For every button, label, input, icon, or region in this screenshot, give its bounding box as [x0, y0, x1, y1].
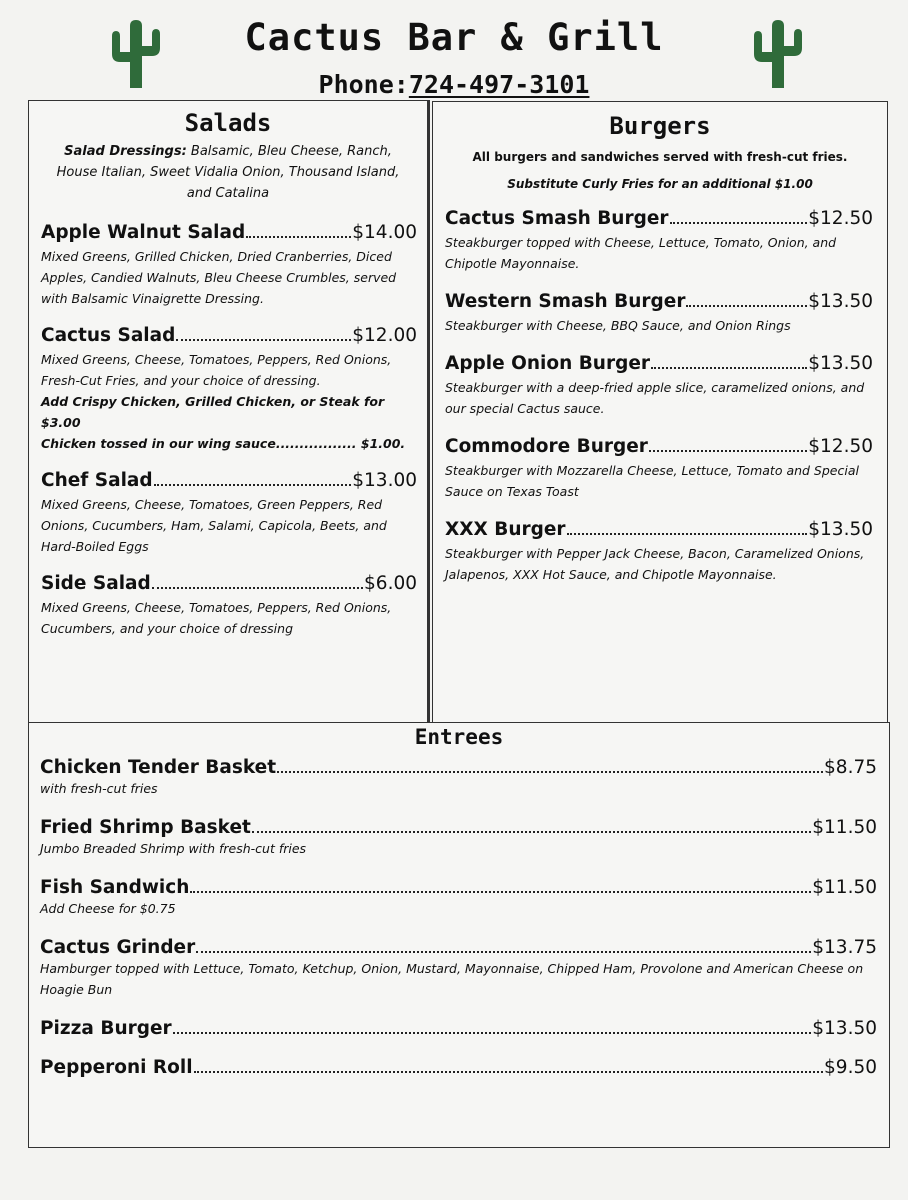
- item-price: $13.00: [352, 470, 417, 491]
- menu-item: [433, 436, 887, 502]
- item-description: Mixed Greens, Grilled Chicken, Dried Cranberries, Diced Apples, Candied Walnuts, Bleu Cheese Crumbles, served with Balsamic Vinaigrette Dressing.: [41, 249, 397, 306]
- item-description: Jumbo Breaded Shrimp with fresh-cut fries: [40, 841, 307, 856]
- menu-header: [0, 0, 908, 100]
- item-price: $13.75: [812, 937, 877, 958]
- salads-heading: Salads: [184, 109, 272, 137]
- item-name: Cactus Salad: [41, 325, 176, 346]
- item-name: Side Salad: [41, 573, 151, 594]
- item-name: Chicken Tender Basket: [40, 757, 277, 778]
- dot-leader: [196, 951, 811, 953]
- item-name: Pizza Burger: [40, 1018, 172, 1039]
- burgers-heading: Burgers: [609, 112, 711, 140]
- dot-leader: [176, 339, 351, 341]
- menu-item: [29, 325, 427, 454]
- menu-item: [29, 877, 889, 919]
- item-name: Fried Shrimp Basket: [40, 817, 251, 838]
- menu-item: [29, 937, 889, 1000]
- item-price: $9.50: [824, 1057, 877, 1078]
- item-price: $8.75: [824, 757, 877, 778]
- entrees-heading: Entrees: [414, 725, 504, 749]
- item-price: $12.50: [808, 436, 873, 457]
- item-price: $12.00: [352, 325, 417, 346]
- menu-item: [29, 222, 427, 309]
- item-addon: Chicken tossed in our wing sauce................. $1.00.: [41, 436, 406, 451]
- dot-leader: [194, 1071, 823, 1073]
- item-name: Chef Salad: [41, 470, 153, 491]
- item-description: Mixed Greens, Cheese, Tomatoes, Peppers, Red Onions, Cucumbers, and your choice of dressing: [41, 600, 392, 636]
- item-description: Steakburger with Pepper Jack Cheese, Bacon, Caramelized Onions, Jalapenos, XXX Hot Sauce, and Chipotle Mayonnaise.: [445, 546, 865, 582]
- dot-leader: [651, 367, 807, 369]
- burgers-intro-note: All burgers and sandwiches served with fresh-cut fries.: [472, 150, 848, 164]
- dot-leader: [190, 891, 811, 893]
- item-description: Mixed Greens, Cheese, Tomatoes, Green Peppers, Red Onions, Cucumbers, Ham, Salami, Capicola, Beets, and Hard-Boiled Eggs: [41, 497, 387, 554]
- dot-leader: [567, 533, 808, 535]
- item-price: $13.50: [808, 353, 873, 374]
- item-description: Steakburger with Cheese, BBQ Sauce, and Onion Rings: [445, 318, 791, 333]
- entrees-section: [28, 722, 890, 1148]
- dot-leader: [670, 222, 808, 224]
- phone-number[interactable]: 724-497-3101: [408, 70, 590, 99]
- item-name: XXX Burger: [445, 519, 566, 540]
- item-name: Fish Sandwich: [40, 877, 190, 898]
- salads-section: [28, 100, 428, 724]
- cactus-icon: [748, 18, 808, 90]
- item-name: Pepperoni Roll: [40, 1057, 193, 1078]
- item-price: $12.50: [808, 208, 873, 229]
- dot-leader: [277, 771, 823, 773]
- menu-item: [29, 573, 427, 639]
- menu-item: [29, 817, 889, 859]
- dressings-label: Salad Dressings:: [64, 144, 187, 159]
- item-description: Mixed Greens, Cheese, Tomatoes, Peppers, Red Onions, Fresh-Cut Fries, and your choice of dressing.: [41, 352, 392, 388]
- item-price: $14.00: [352, 222, 417, 243]
- phone-label: Phone:: [318, 70, 409, 99]
- menu-item: [29, 470, 427, 557]
- column-divider: [427, 100, 430, 722]
- item-name: Cactus Grinder: [40, 937, 196, 958]
- item-description: Steakburger with a deep-fried apple slice, caramelized onions, and our special Cactus sauce.: [445, 380, 865, 416]
- dot-leader: [246, 236, 351, 238]
- restaurant-title: Cactus Bar & Grill: [244, 16, 664, 59]
- dot-leader: [686, 305, 807, 307]
- menu-item: [433, 519, 887, 585]
- dot-leader: [173, 1032, 812, 1034]
- menu-item: [433, 353, 887, 419]
- salad-dressings-note: [49, 141, 407, 204]
- item-description: Steakburger topped with Cheese, Lettuce, Tomato, Onion, and Chipotle Mayonnaise.: [445, 235, 837, 271]
- item-name: Apple Onion Burger: [445, 353, 650, 374]
- dot-leader: [152, 587, 363, 589]
- item-description: Add Cheese for $0.75: [40, 901, 176, 916]
- item-price: $6.00: [364, 573, 417, 594]
- item-name: Western Smash Burger: [445, 291, 686, 312]
- item-name: Cactus Smash Burger: [445, 208, 669, 229]
- item-name: Apple Walnut Salad: [41, 222, 246, 243]
- dot-leader: [154, 484, 352, 486]
- item-description: with fresh-cut fries: [40, 781, 158, 796]
- item-price: $13.50: [808, 291, 873, 312]
- dot-leader: [649, 450, 807, 452]
- dressings-text: Balsamic, Bleu Cheese, Ranch, House Italian, Sweet Vidalia Onion, Thousand Island, and Catalina: [56, 144, 400, 201]
- item-addon: Add Crispy Chicken, Grilled Chicken, or Steak for $3.00: [41, 394, 385, 430]
- item-description: Steakburger with Mozzarella Cheese, Lettuce, Tomato and Special Sauce on Texas Toast: [445, 463, 859, 499]
- curly-fries-note: Substitute Curly Fries for an additional $1.00: [507, 177, 813, 191]
- burgers-section: [432, 101, 888, 724]
- item-price: $11.50: [812, 877, 877, 898]
- item-price: $13.50: [812, 1018, 877, 1039]
- menu-item: [433, 291, 887, 336]
- item-name: Commodore Burger: [445, 436, 648, 457]
- item-price: $13.50: [808, 519, 873, 540]
- menu-item: [29, 757, 889, 799]
- menu-item: [29, 1057, 889, 1078]
- item-price: $11.50: [812, 817, 877, 838]
- menu-item: [433, 208, 887, 274]
- item-description: Hamburger topped with Lettuce, Tomato, Ketchup, Onion, Mustard, Mayonnaise, Chipped Ham, Provolone and American Cheese on Hoagie Bun: [40, 961, 864, 997]
- menu-item: [29, 1018, 889, 1039]
- dot-leader: [252, 831, 811, 833]
